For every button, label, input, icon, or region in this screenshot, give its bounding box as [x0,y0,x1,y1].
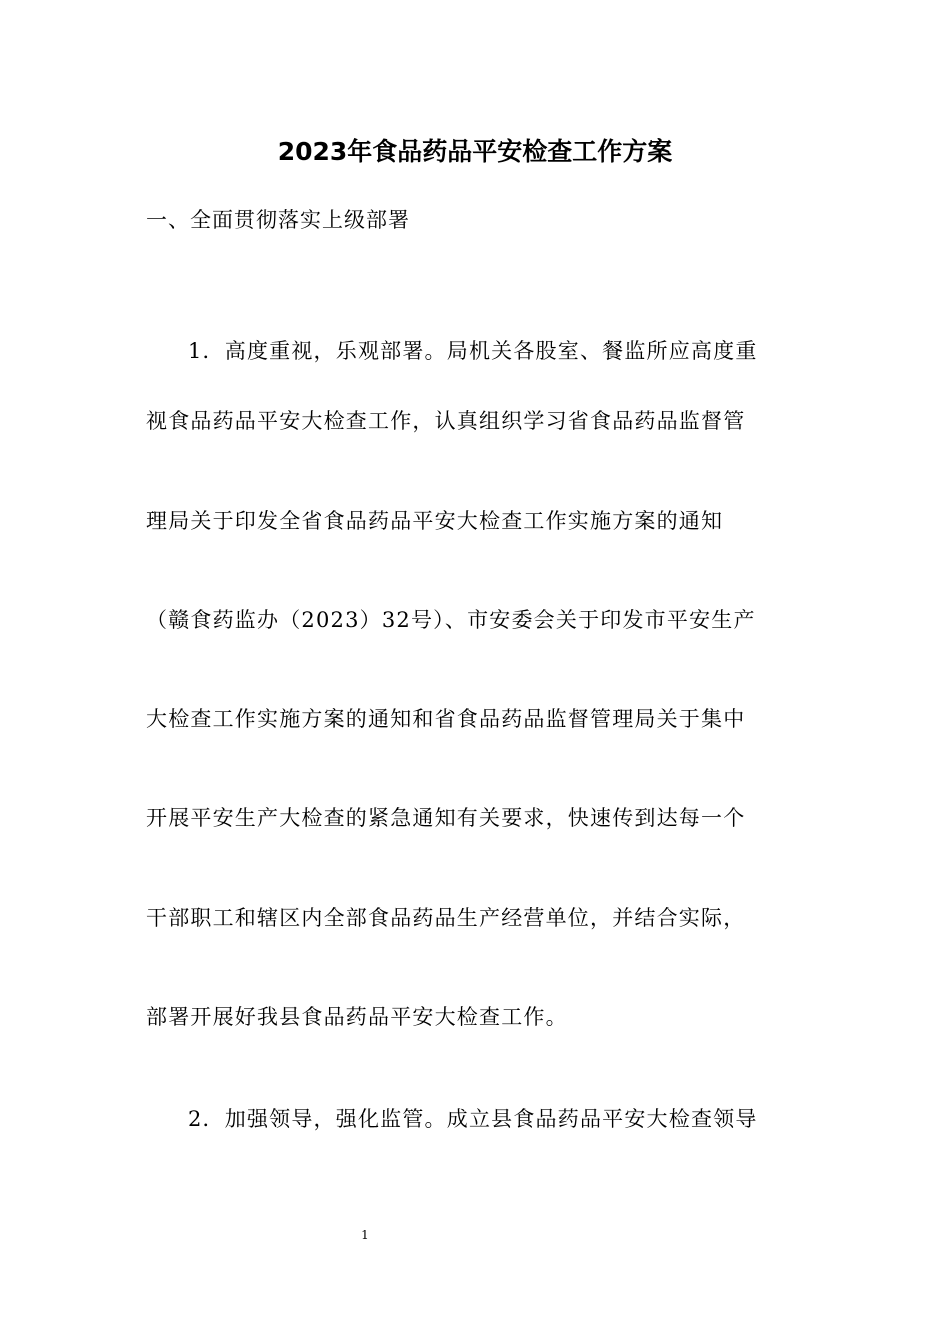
paragraph-line: （赣食药监办（2023）32号）、市安委会关于印发市平安生产 [146,608,756,632]
paragraph-line: 干部职工和辖区内全部食品药品生产经营单位，并结合实际， [146,906,746,930]
paragraph-line: 大检查工作实施方案的通知和省食品药品监督管理局关于集中 [146,707,746,731]
paragraph-line: 理局关于印发全省食品药品平安大检查工作实施方案的通知 [146,509,724,533]
paragraph-line: 1．高度重视，乐观部署。局机关各股室、餐监所应高度重 [188,339,758,363]
paragraph-line: 开展平安生产大检查的紧急通知有关要求，快速传到达每一个 [146,806,746,830]
section-heading: 一、全面贯彻落实上级部署 [146,208,410,232]
document-title: 2023年食品药品平安检查工作方案 [277,137,673,166]
paragraph-line: 视食品药品平安大检查工作，认真组织学习省食品药品监督管 [146,409,746,433]
page-number: 1 [361,1228,369,1242]
paragraph-line: 部署开展好我县食品药品平安大检查工作。 [146,1005,568,1029]
paragraph-line: 2．加强领导，强化监管。成立县食品药品平安大检查领导 [188,1107,758,1131]
